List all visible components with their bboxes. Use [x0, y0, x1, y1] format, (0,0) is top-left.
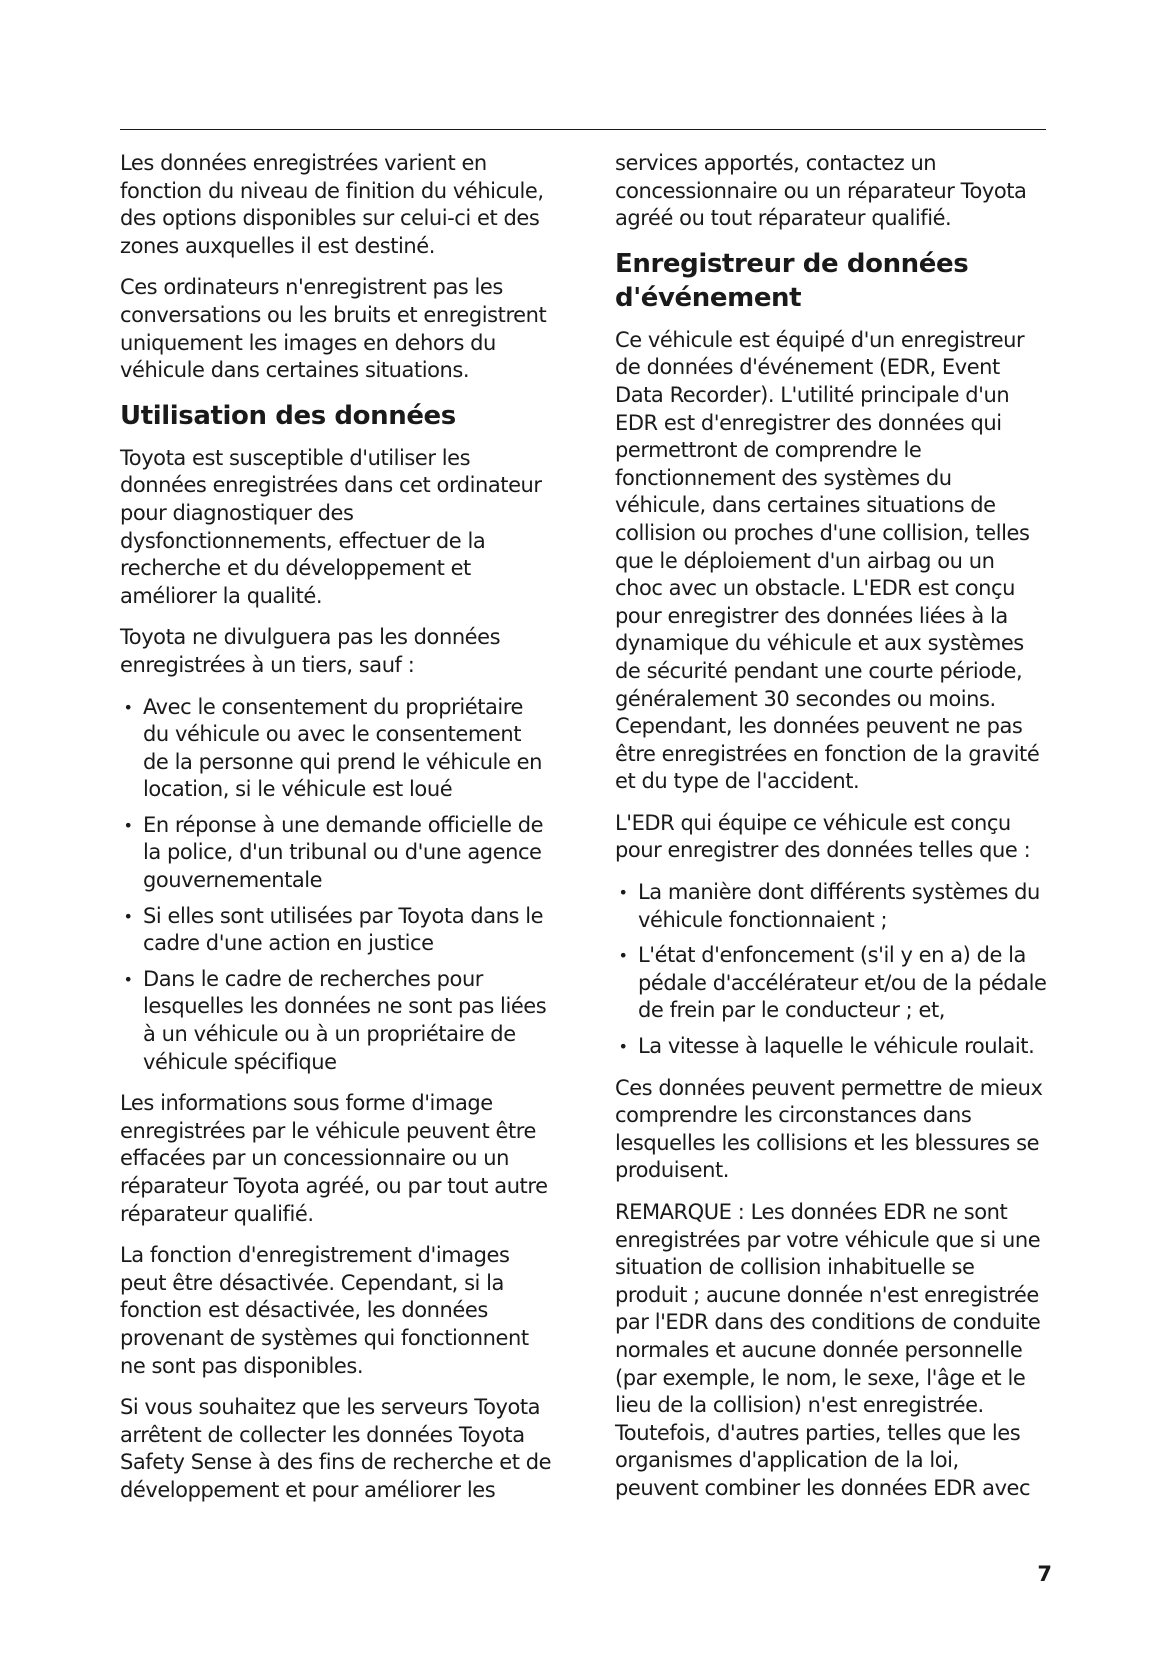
list-item: • La manière dont différents systèmes du véhicule fonctionnaient ; [618, 880, 1040, 932]
list-item: • La vitesse à laquelle le véhicule roulait. [615, 1033, 1047, 1061]
left-paragraph-6: La fonction d'enregistrement d'images peut être désactivée. Cependant, si la fonction est désactivée, les données provenant de systèmes qui fonctionnent ne sont pas disponibles. [120, 1243, 529, 1378]
section-heading-data-use: Utilisation des données [120, 400, 456, 431]
list-item: • Si elles sont utilisées par Toyota dans le cadre d'une action en justice [123, 903, 544, 956]
top-divider [120, 129, 1046, 130]
left-paragraph-5: Les informations sous forme d'image enregistrées par le véhicule peuvent être effacées par un concessionnaire ou un réparateur Toyota agréé, ou par tout autre réparateur qualifié. [120, 1091, 548, 1226]
bullet-icon: • [618, 883, 628, 903]
bullet-icon: • [618, 1037, 628, 1057]
left-paragraph-4: Toyota ne divulguera pas les données enregistrées à un tiers, sauf : [120, 625, 501, 677]
list-item: • L'état d'enfoncement (s'il y en a) de la pédale d'accélérateur et/ou de la pédale de frein par le conducteur ; et, [618, 943, 1047, 1023]
page-number: 7 [1037, 1562, 1052, 1586]
left-paragraph-1: Les données enregistrées varient en fonction du niveau de finition du véhicule, des options disponibles sur celui-ci et des zones auxquelles il est destiné. [120, 151, 544, 258]
bullet-icon: • [123, 906, 133, 926]
disclosure-exceptions-list [120, 694, 552, 1077]
right-paragraph-1: services apportés, contactez un concessionnaire ou un réparateur Toyota agréé ou tout réparateur qualifié. [615, 151, 1027, 231]
right-paragraph-2: Ce véhicule est équipé d'un enregistreur de données d'événement (EDR, Event Data Recorder). L'utilité principale d'un EDR est d'enregistrer des données qui permettront de comprendre le fonctionnement des systèmes du véhicule, dans certaines situations de collision ou proches d'une collision, telles que le déploiement d'un airbag ou un choc avec un obstacle. L'EDR est conçu pour enregistrer des données liées à la dynamique du véhicule et aux systèmes de sécurité pendant une courte période, généralement 30 secondes ou moins. Cependant, les données peuvent ne pas être enregistrées en fonction de la gravité et du type de l'accident. [615, 327, 1040, 794]
left-paragraph-3: Toyota est susceptible d'utiliser les données enregistrées dans cet ordinateur pour diagnostiquer des dysfonctionnements, effectuer de la recherche et du développement et améliorer la qualité. [120, 445, 542, 608]
right-paragraph-3: L'EDR qui équipe ce véhicule est conçu pour enregistrer des données telles que : [615, 810, 1031, 863]
left-column [120, 150, 552, 1519]
bullet-icon: • [123, 697, 133, 717]
right-column [615, 150, 1047, 1517]
right-paragraph-4: Ces données peuvent permettre de mieux comprendre les circonstances dans lesquelles les collisions et les blessures se produisent. [615, 1075, 1043, 1183]
list-item: • Dans le cadre de recherches pour lesquelles les données ne sont pas liées à un véhicule ou à un propriétaire de véhicule spécifique [123, 966, 547, 1074]
list-item: • En réponse à une demande officielle de la police, d'un tribunal ou d'une agence gouvernementale [123, 812, 544, 893]
list-item: • Avec le consentement du propriétaire du véhicule ou avec le consentement de la personne qui prend le véhicule en location, si le véhicule est loué [123, 694, 542, 802]
edr-data-list [615, 879, 1047, 1061]
bullet-icon: • [123, 969, 133, 989]
section-heading-edr: Enregistreur de données d'événement [615, 248, 969, 313]
left-paragraph-7: Si vous souhaitez que les serveurs Toyota arrêtent de collecter les données Toyota Safety Sense à des fins de recherche et de développement et pour améliorer les [120, 1395, 552, 1502]
bullet-icon: • [618, 946, 628, 966]
bullet-icon: • [123, 815, 133, 835]
right-paragraph-5: REMARQUE : Les données EDR ne sont enregistrées par votre véhicule que si une situation de collision inhabituelle se produit ; aucune donnée n'est enregistrée par l'EDR dans des conditions de conduite normales et aucune donnée personnelle (par exemple, le nom, le sexe, l'âge et le lieu de la collision) n'est enregistrée. Toutefois, d'autres parties, telles que les organismes d'application de la loi, peuvent combiner les données EDR avec [615, 1200, 1041, 1500]
left-paragraph-2: Ces ordinateurs n'enregistrent pas les conversations ou les bruits et enregistrent uniquement les images en dehors du véhicule dans certaines situations. [120, 275, 547, 383]
